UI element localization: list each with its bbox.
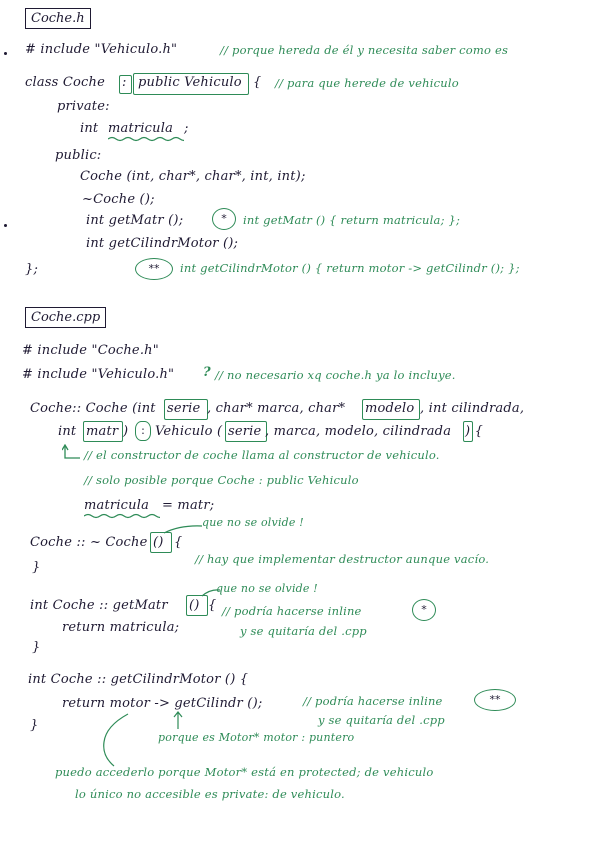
cpp-ctor-paren: ) xyxy=(123,424,129,439)
cpp-getmatr-return: return matricula; xyxy=(62,620,180,635)
cpp-include-vehiculo: # include "Vehiculo.h" xyxy=(22,367,175,382)
cpp-ctor-e: ) { xyxy=(465,424,484,439)
cpp-getcil-close: } xyxy=(30,718,39,733)
cpp-getcil-return: return motor -> getCilindr (); xyxy=(62,696,263,711)
cpp-getmatr-note-top: que no se olvide ! xyxy=(216,582,318,595)
cpp-dtor-note: // hay que implementar destructor aunque vacío. xyxy=(195,552,490,566)
cpp-ctor-d: , marca, modelo, cilindrada xyxy=(265,424,452,439)
h-matricula: matricula xyxy=(108,121,174,136)
cpp-footer-note-1: puedo accederlo porque Motor* está en protected; de vehiculo xyxy=(55,765,434,779)
cpp-getcil-note-1: // podría hacerse inline xyxy=(303,694,443,708)
wavy-underline xyxy=(108,136,184,142)
h-include-note: // porque hereda de él y necesita saber como es xyxy=(220,43,509,57)
double-star-marker-2: ** xyxy=(474,689,516,711)
cpp-ctor-c: , int cilindrada, xyxy=(420,401,525,416)
cpp-ctor-matr: matr xyxy=(86,424,119,439)
curved-connector xyxy=(94,712,134,768)
cpp-getmatr-brace: { xyxy=(208,598,217,613)
cpp-dtor-a: Coche :: ~ Coche xyxy=(30,535,148,550)
cpp-ctor-note-1: // el constructor de coche llama al constructor de vehiculo. xyxy=(84,448,440,462)
h-getmatr: int getMatr (); xyxy=(86,213,184,228)
star-marker-2: * xyxy=(412,599,436,621)
margin-dot xyxy=(4,52,7,55)
h-include-vehiculo: # include "Vehiculo.h" xyxy=(25,42,178,57)
h-private: private: xyxy=(57,99,110,114)
wavy-underline xyxy=(84,513,160,519)
cpp-getcil-note-2: y se quitaría del .cpp xyxy=(318,713,445,727)
cpp-dtor-note-top: que no se olvide ! xyxy=(202,516,304,529)
cpp-getcil-sig: int Coche :: getCilindrMotor () { xyxy=(28,672,249,687)
double-star-marker: ** xyxy=(135,258,173,280)
cpp-ctor-vehiculo: Vehiculo ( xyxy=(155,424,223,439)
cpp-include-coche: # include "Coche.h" xyxy=(22,343,159,358)
cpp-getmatr-a: int Coche :: getMatr xyxy=(30,598,168,613)
cpp-ctor-int: int xyxy=(58,424,77,439)
question-mark: ? xyxy=(203,365,211,380)
cpp-ctor-serie-2: serie xyxy=(228,424,262,439)
colon-circle: : xyxy=(135,421,151,441)
margin-dot xyxy=(4,224,7,227)
h-getmatr-note: int getMatr () { return matricula; }; xyxy=(243,213,461,227)
cpp-ctor-assign: = matr; xyxy=(162,498,215,513)
cpp-ctor-serie: serie xyxy=(167,401,201,416)
cpp-footer-note-2: lo único no accesible es private: de vehiculo. xyxy=(75,787,345,801)
cpp-getmatr-paren: () xyxy=(189,598,200,613)
pointer-line xyxy=(162,521,204,535)
cpp-ctor-a: Coche:: Coche (int xyxy=(30,401,156,416)
cpp-ctor-modelo: modelo xyxy=(365,401,415,416)
h-class-public: public Vehiculo xyxy=(138,75,242,90)
cpp-include-note: // no necesario xq coche.h ya lo incluye. xyxy=(215,368,456,382)
up-arrow-icon xyxy=(172,710,184,730)
header-coche-cpp: Coche.cpp xyxy=(25,307,106,328)
h-public: public: xyxy=(55,148,102,163)
cpp-getmatr-note-1: // podría hacerse inline xyxy=(222,604,362,618)
return-arrow-icon xyxy=(62,444,82,464)
cpp-ctor-b: , char* marca, char* xyxy=(207,401,346,416)
cpp-getmatr-note-2: y se quitaría del .cpp xyxy=(240,624,367,638)
header-coche-h: Coche.h xyxy=(25,8,91,29)
cpp-ctor-matricula: matricula xyxy=(84,498,150,513)
h-int: int xyxy=(80,121,99,136)
h-close: }; xyxy=(25,262,39,277)
cpp-getmatr-close: } xyxy=(32,640,41,655)
h-getcilindr-note: int getCilindrMotor () { return motor -> getCilindr (); }; xyxy=(180,261,520,275)
star-marker: * xyxy=(212,208,236,230)
h-destructor: ~Coche (); xyxy=(82,192,155,207)
cpp-dtor-close: } xyxy=(32,560,41,575)
h-class-decl: class Coche xyxy=(25,75,105,90)
h-getcilindr: int getCilindrMotor (); xyxy=(86,236,239,251)
h-class-colon: : xyxy=(122,75,127,90)
h-class-brace: { xyxy=(253,75,262,90)
cpp-ctor-note-2: // solo posible porque Coche : public Vehiculo xyxy=(84,473,359,487)
h-constructor: Coche (int, char*, char*, int, int); xyxy=(80,169,306,184)
cpp-dtor-brace: { xyxy=(174,535,183,550)
h-semicolon: ; xyxy=(184,121,189,136)
h-class-note: // para que herede de vehiculo xyxy=(275,76,459,90)
cpp-dtor-paren: () xyxy=(153,535,164,550)
cpp-getcil-pointer-note: porque es Motor* motor : puntero xyxy=(158,731,355,744)
